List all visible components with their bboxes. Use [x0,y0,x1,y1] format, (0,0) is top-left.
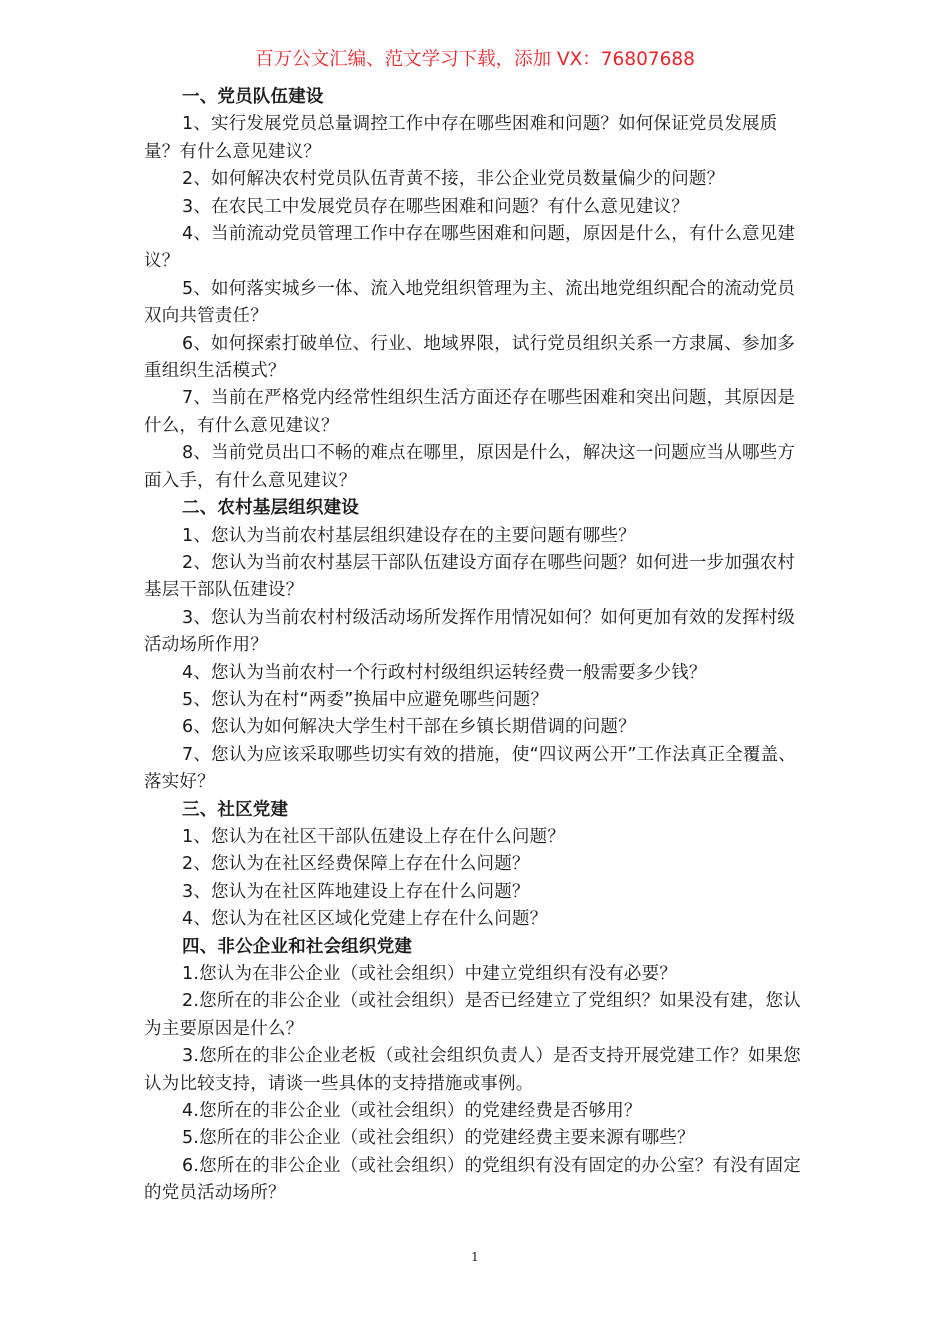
question-item: 2.您所在的非公企业（或社会组织）是否已经建立了党组织？如果没有建，您认为主要原因是什么？ [144,991,801,1039]
question-item: 3、您认为当前农村村级活动场所发挥作用情况如何？如何更加有效的发挥村级活动场所作用？ [144,607,796,656]
question-item: 3.您所在的非公企业老板（或社会组织负责人）是否支持开展党建工作？如果您认为比较支持，请谈一些具体的支持措施或事例。 [144,1046,801,1094]
question-item: 2、您认为当前农村基层干部队伍建设方面存在哪些问题？如何进一步加强农村基层干部队伍建设？ [144,552,796,601]
question-item: 4、您认为当前农村一个行政村村级组织运转经费一般需要多少钱？ [182,662,707,683]
page-number: 1 [471,1250,479,1264]
promo-banner: 百万公文汇编、范文学习下载，添加 VX：76807688 [255,49,695,70]
question-item: 5、如何落实城乡一体、流入地党组织管理为主、流出地党组织配合的流动党员双向共管责任？ [144,278,796,327]
section-heading: 二、农村基层组织建设 [182,498,359,519]
question-item: 6、您认为如何解决大学生村干部在乡镇长期借调的问题？ [182,717,636,738]
question-item: 5、您认为在村“两委”换届中应避免哪些问题？ [182,689,549,710]
question-item: 2、您认为在社区经费保障上存在什么问题？ [182,854,530,875]
question-item: 1.您认为在非公企业（或社会组织）中建立党组织有没有必要？ [182,964,677,984]
question-item: 4、当前流动党员管理工作中存在哪些困难和问题，原因是什么，有什么意见建议？ [144,224,796,272]
question-item: 1、您认为当前农村基层组织建设存在的主要问题有哪些？ [182,525,636,546]
section-heading: 四、非公企业和社会组织党建 [182,936,413,957]
question-item: 2、如何解决农村党员队伍青黄不接，非公企业党员数量偏少的问题？ [182,169,725,190]
question-item: 5.您所在的非公企业（或社会组织）的党建经费主要来源有哪些？ [182,1128,695,1149]
question-item: 3、在农民工中发展党员存在哪些困难和问题？有什么意见建议？ [182,196,689,217]
question-item: 6.您所在的非公企业（或社会组织）的党组织有没有固定的办公室？有没有固定的党员活动场所？ [144,1155,801,1204]
question-item: 3、您认为在社区阵地建设上存在什么问题？ [182,881,530,902]
question-item: 1、实行发展党员总量调控工作中存在哪些困难和问题？如何保证党员发展质量？有什么意见建议？ [144,114,778,162]
question-item: 6、如何探索打破单位、行业、地域界限，试行党员组织关系一方隶属、参加多重组织生活模式？ [144,333,796,382]
question-item: 8、当前党员出口不畅的难点在哪里，原因是什么，解决这一问题应当从哪些方面入手，有什么意见建议？ [144,443,796,491]
question-item: 4、您认为在社区区域化党建上存在什么问题？ [182,909,548,930]
question-item: 7、当前在严格党内经常性组织生活方面还存在哪些困难和突出问题，其原因是什么，有什么意见建议？ [144,388,796,436]
document-body [144,84,808,1208]
question-item: 7、您认为应该采取哪些切实有效的措施，使“四议两公开”工作法真正全覆盖、落实好？ [144,744,796,793]
question-item: 4.您所在的非公企业（或社会组织）的党建经费是否够用？ [182,1101,642,1122]
section-heading: 一、党员队伍建设 [182,87,324,107]
question-item: 1、您认为在社区干部队伍建设上存在什么问题？ [182,826,566,847]
section-heading: 三、社区党建 [182,799,289,820]
